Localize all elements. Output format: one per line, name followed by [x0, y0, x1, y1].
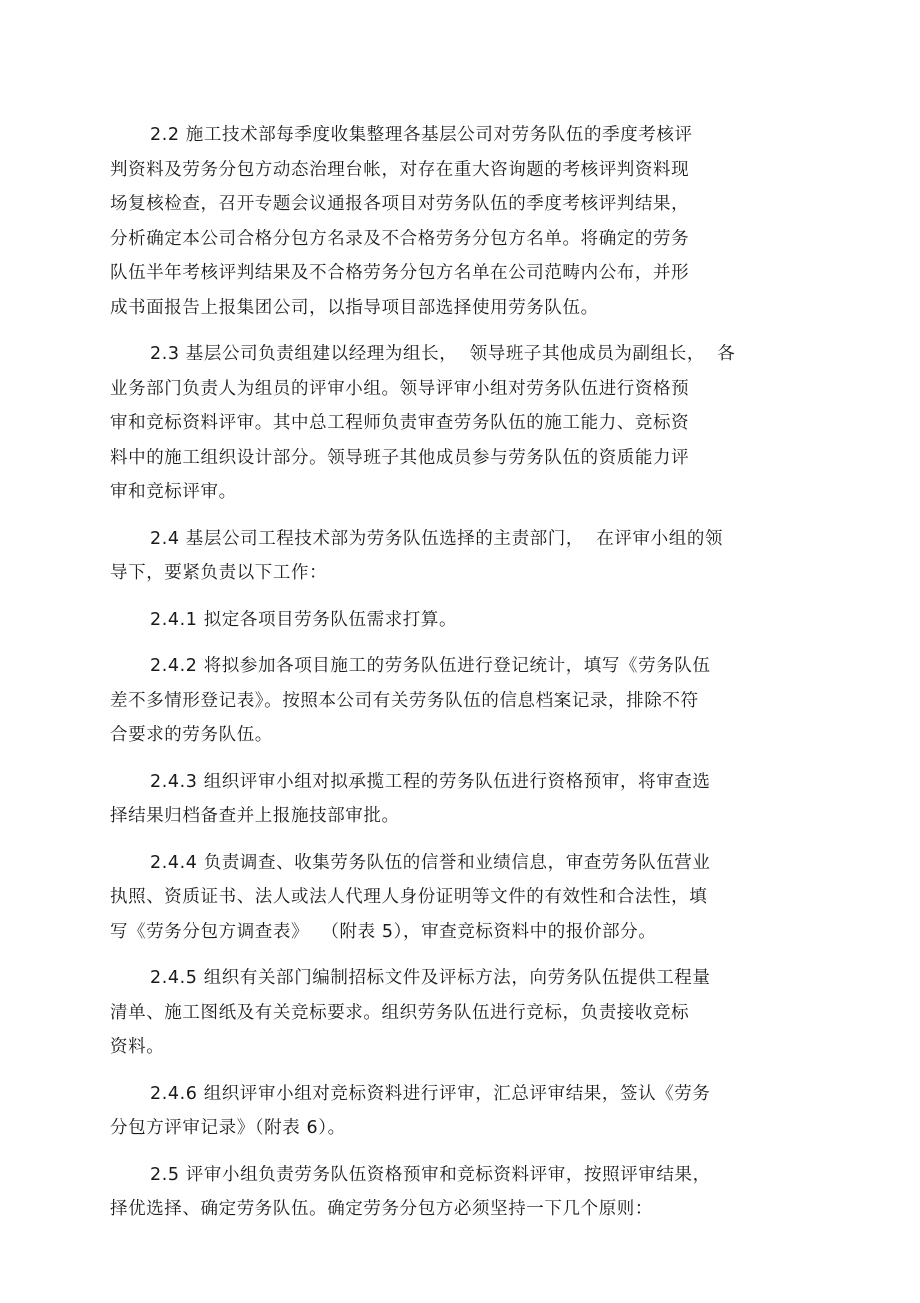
- paragraph-line: 差不多情形登记表》。按照本公司有关劳务队伍的信息档案记录，排除不符: [110, 690, 699, 711]
- paragraph-line: 分析确定本公司合格分包方名录及不合格劳务分包方名单。将确定的劳务: [110, 228, 690, 249]
- paragraph-line: 2.4 基层公司工程技术部为劳务队伍选择的主责部门， 在评审小组的领: [150, 528, 724, 549]
- paragraph-line: 2.4.6 组织评审小组对竞标资料进行评审，汇总评审结果，签认《劳务: [150, 1083, 711, 1104]
- paragraph-2-4-6: [110, 1077, 800, 1146]
- paragraph-line: 2.3 基层公司负责组建以经理为组长， 领导班子其他成员为副组长， 各: [150, 344, 736, 364]
- paragraph-line: 择结果归档备查并上报施技部审批。: [110, 806, 400, 826]
- paragraph-line: 队伍半年考核评判结果及不合格劳务分包方名单在公司范畴内公布，并形: [110, 263, 690, 283]
- document-body: [110, 118, 800, 1239]
- paragraph-line: 2.2 施工技术部每季度收集整理各基层公司对劳务队伍的季度考核评: [150, 125, 693, 145]
- paragraph-line: 2.4.3 组织评审小组对拟承揽工程的劳务队伍进行资格预审，将审查选: [150, 771, 711, 792]
- paragraph-line: 2.4.4 负责调查、收集劳务队伍的信誉和业绩信息，审查劳务队伍营业: [150, 852, 711, 873]
- paragraph-line: 合要求的劳务队伍。: [110, 725, 273, 745]
- paragraph-2-4: [110, 522, 800, 591]
- paragraph-2-4-1: [110, 603, 800, 638]
- paragraph-line: 择优选择、确定劳务队伍。确定劳务分包方必须坚持一下几个原则：: [110, 1199, 653, 1219]
- paragraph-2-4-2: [110, 649, 800, 753]
- paragraph-2-4-5: [110, 961, 800, 1065]
- paragraph-line: 2.5 评审小组负责劳务队伍资格预审和竞标资料评审，按照评审结果，: [150, 1164, 711, 1185]
- paragraph-line: 2.4.2 将拟参加各项目施工的劳务队伍进行登记统计，填写《劳务队伍: [150, 656, 711, 676]
- paragraph-line: 料中的施工组织设计部分。领导班子其他成员参与劳务队伍的资质能力评: [110, 447, 690, 468]
- paragraph-2-2: [110, 118, 800, 325]
- paragraph-line: 资料。: [110, 1037, 165, 1057]
- paragraph-line: 分包方评审记录》（附表 6）。: [110, 1118, 346, 1138]
- paragraph-2-4-4: [110, 846, 800, 950]
- paragraph-line: 审和竞标资料评审。其中总工程师负责审查劳务队伍的施工能力、竞标资: [110, 413, 690, 433]
- paragraph-line: 成书面报告上报集团公司，以指导项目部选择使用劳务队伍。: [110, 297, 599, 318]
- paragraph-line: 导下，要紧负责以下工作：: [110, 563, 328, 583]
- paragraph-line: 写《劳务分包方调查表》 （附表 5），审查竞标资料中的报价部分。: [110, 921, 657, 942]
- paragraph-line: 2.4.1 拟定各项目劳务队伍需求打算。: [150, 609, 458, 630]
- paragraph-line: 场复核检查，召开专题会议通报各项目对劳务队伍的季度考核评判结果，: [110, 194, 690, 214]
- paragraph-line: 判资料及劳务分包方动态治理台帐，对存在重大咨询题的考核评判资料现: [110, 159, 690, 180]
- paragraph-line: 清单、施工图纸及有关竞标要求。组织劳务队伍进行竞标，负责接收竞标: [110, 1002, 690, 1023]
- paragraph-line: 执照、资质证书、法人或法人代理人身份证明等文件的有效性和合法性，填: [110, 887, 708, 907]
- paragraph-2-5: [110, 1158, 800, 1227]
- paragraph-line: 2.4.5 组织有关部门编制招标文件及评标方法，向劳务队伍提供工程量: [150, 968, 711, 988]
- paragraph-2-3: [110, 337, 800, 510]
- paragraph-2-4-3: [110, 765, 800, 834]
- paragraph-line: 业务部门负责人为组员的评审小组。领导评审小组对劳务队伍进行资格预: [110, 378, 690, 399]
- paragraph-line: 审和竞标评审。: [110, 482, 237, 502]
